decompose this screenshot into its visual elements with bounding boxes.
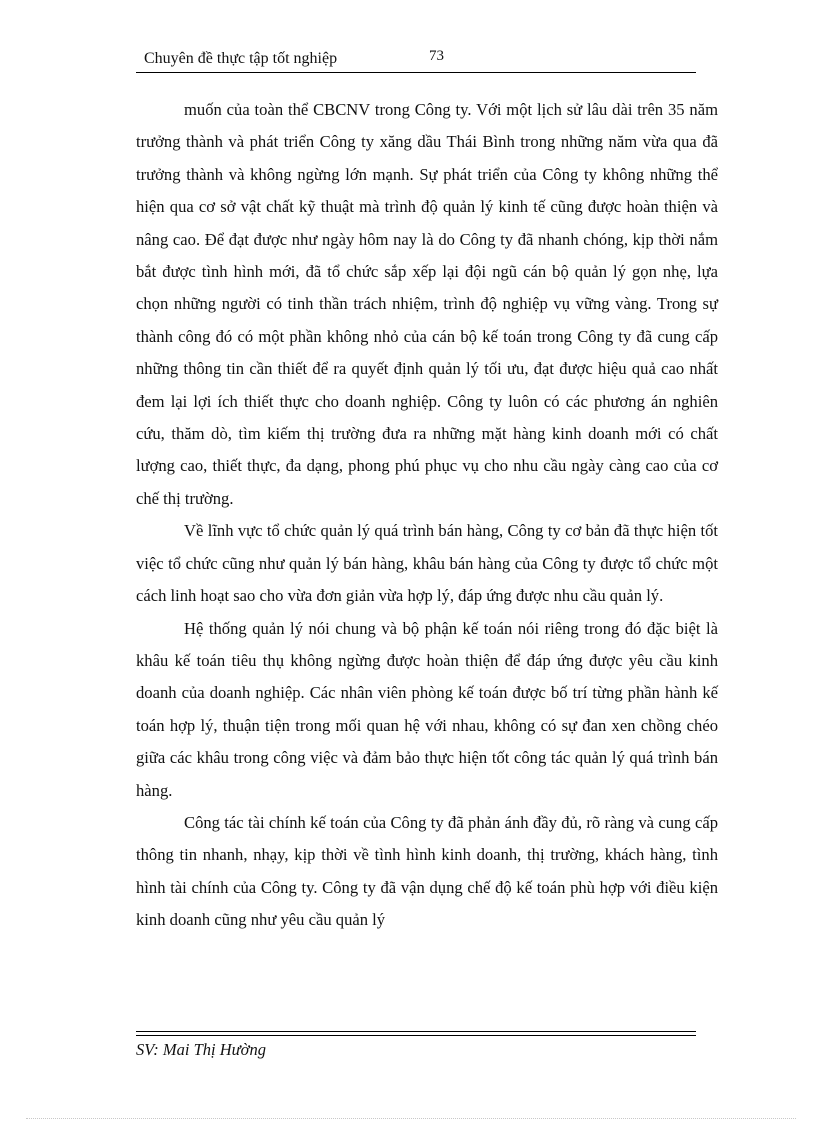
paragraph-1: muốn của toàn thể CBCNV trong Công ty. Với một lịch sử lâu dài trên 35 năm trưởng thành và phát triển Công ty xăng dầu Thái Bình trong những năm vừa qua đã trưởng thành và không ngừng lớn mạnh. Sự phát triển của Công ty không những thể hiện qua cơ sở vật chất kỹ thuật mà trình độ quản lý kinh tế cũng được hoàn thiện và nâng cao. Để đạt được như ngày hôm nay là do Công ty đã nhanh chóng, kịp thời nắm bắt được tình hình mới, đã tổ chức sắp xếp lại đội ngũ cán bộ quản lý gọn nhẹ, lựa chọn những người có tinh thần trách nhiệm, trình độ nghiệp vụ vững vàng. Trong sự thành công đó có một phần không nhỏ của cán bộ kế toán trong Công ty đã cung cấp những thông tin cần thiết để ra quyết định quản lý tối ưu, đạt được hiệu quả cao nhất đem lại lợi ích thiết thực cho doanh nghiệp. Công ty luôn có các phương án nghiên cứu, thăm dò, tìm kiếm thị trường đưa ra những mặt hàng kinh doanh mới có chất lượng cao, thiết thực, đa dạng, phong phú phục vụ cho nhu cầu ngày càng cao của cơ chế thị trường. xyxy=(136,100,718,508)
footer-divider xyxy=(136,1031,696,1036)
page-number: 73 xyxy=(429,48,444,64)
paragraph-2: Về lĩnh vực tổ chức quản lý quá trình bán hàng, Công ty cơ bản đã thực hiện tốt việc tổ chức cũng như quản lý bán hàng, khâu bán hàng của Công ty được tổ chức một cách linh hoạt sao cho vừa đơn giản vừa hợp lý, đáp ứng được nhu cầu quản lý. xyxy=(136,521,718,606)
page-header xyxy=(136,46,696,73)
footer-author: SV: Mai Thị Hường xyxy=(136,1040,266,1059)
body-text xyxy=(136,94,718,937)
header-title: Chuyên đề thực tập tốt nghiệp xyxy=(144,50,338,67)
paragraph-3: Hệ thống quản lý nói chung và bộ phận kế toán nói riêng trong đó đặc biệt là khâu kế toán tiêu thụ không ngừng được hoàn thiện để đáp ứng được yêu cầu kinh doanh của doanh nghiệp. Các nhân viên phòng kế toán được bố trí từng phần hành kế toán hợp lý, thuận tiện trong mối quan hệ với nhau, không có sự đan xen chồng chéo giữa các khâu trong công việc và đảm bảo thực hiện tốt công tác quản lý quá trình bán hàng. xyxy=(136,618,718,800)
page-bottom-edge xyxy=(26,1118,796,1119)
paragraph-4: Công tác tài chính kế toán của Công ty đã phản ánh đầy đủ, rõ ràng và cung cấp thông tin nhanh, nhạy, kịp thời về tình hình kinh doanh, thị trường, khách hàng, tình hình tài chính của Công ty. Công ty đã vận dụng chế độ kế toán phù hợp với điều kiện kinh doanh cũng như yêu cầu quản lý xyxy=(136,812,718,930)
